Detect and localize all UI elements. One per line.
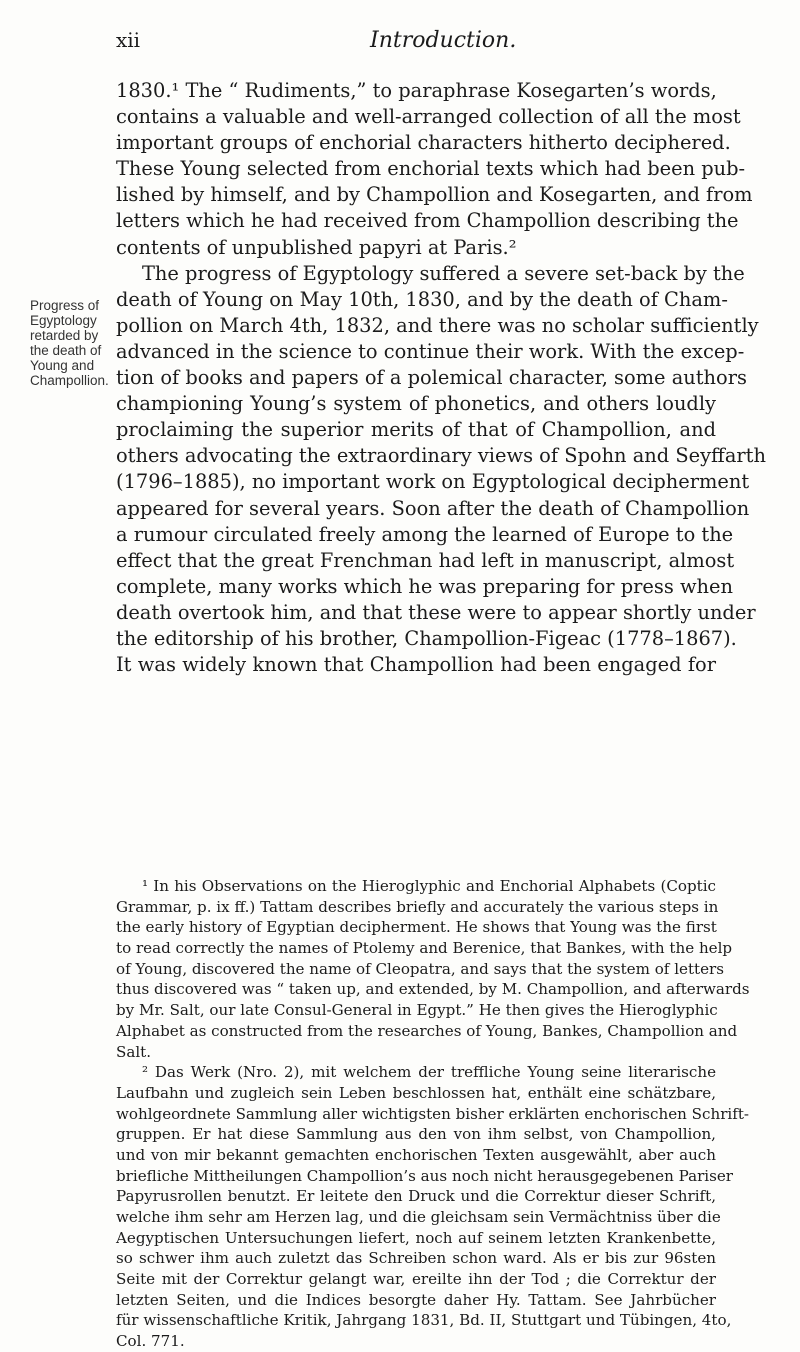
footnote-line: Grammar, p. ix ff.) Tattam describes briefly and accurately the various steps in: [116, 897, 719, 916]
body-line: pollion on March 4th, 1832, and there was no scholar sufficiently: [116, 313, 759, 337]
body-line: death overtook him, and that these were to appear shortly under: [116, 600, 756, 624]
body-line: These Young selected from enchorial texts which had been pub-: [116, 157, 746, 181]
margin-note-line: Egyptology: [30, 313, 97, 328]
body-line: others advocating the extraordinary views of Spohn and Seyffarth: [116, 444, 766, 468]
body-line: letters which he had received from Champollion describing the: [116, 209, 739, 233]
margin-note-line: Young and: [30, 358, 95, 373]
body-line: 1830.¹ The “ Rudiments,” to paraphrase Kosegarten’s words,: [116, 79, 717, 102]
footnote-line: the early history of Egyptian decipherment. He shows that Young was the first: [116, 918, 717, 937]
footnote-line: of Young, discovered the name of Cleopatra, and says that the system of letters: [116, 959, 724, 978]
margin-note-line: Champollion.: [30, 373, 109, 388]
body-line: tion of books and papers of a polemical character, some authors: [116, 366, 747, 390]
footnote-line: Seite mit der Correktur gelangt war, ereilte ihn der Tod ; die Correktur der: [116, 1270, 716, 1289]
page-number: xii: [116, 28, 141, 52]
body-line: lished by himself, and by Champollion and Kosegarten, and from: [116, 183, 753, 207]
footnote-line: Papyrusrollen benutzt. Er leitete den Druck und die Correktur dieser Schrift,: [116, 1187, 716, 1206]
body-line: (1796–1885), no important work on Egyptological decipherment: [116, 470, 750, 494]
body-line: death of Young on May 10th, 1830, and by the death of Cham-: [116, 287, 728, 311]
body-line: proclaiming the superior merits of that of Champollion, and: [116, 418, 716, 442]
footnote-line: briefliche Mittheilungen Champollion’s aus noch nicht herausgegebenen Pariser: [116, 1166, 734, 1185]
body-line: complete, many works which he was preparing for press when: [116, 574, 733, 598]
body-line: effect that the great Frenchman had left in manuscript, almost: [116, 548, 735, 572]
footnote-line: so schwer ihm auch zuletzt das Schreiben schon ward. Als er bis zur 96sten: [116, 1249, 716, 1268]
footnote-line: Alphabet as constructed from the researches of Young, Bankes, Champollion and: [116, 1021, 738, 1040]
footnote-line: Salt.: [116, 1042, 152, 1061]
footnote-line: by Mr. Salt, our late Consul-General in Egypt.” He then gives the Hieroglyphic: [116, 1001, 718, 1020]
footnote-line: gruppen. Er hat diese Sammlung aus den von ihm selbst, von Champollion,: [116, 1125, 716, 1144]
margin-note-line: retarded by: [30, 328, 99, 343]
body-line: It was widely known that Champollion had been engaged for: [116, 653, 716, 677]
body-line: a rumour circulated freely among the learned of Europe to the: [116, 522, 734, 546]
footnote-line: welche ihm sehr am Herzen lag, und die gleichsam sein Vermächtniss über die: [116, 1208, 721, 1226]
footnote-line: für wissenschaftliche Kritik, Jahrgang 1831, Bd. II, Stuttgart und Tübingen, 4to,: [116, 1311, 732, 1330]
footnote-line: und von mir bekannt gemachten enchorischen Texten ausgewählt, aber auch: [116, 1145, 716, 1164]
footnote-line: ¹ In his Observations on the Hieroglyphic and Enchorial Alphabets (Coptic: [142, 877, 716, 895]
footnote-line: Laufbahn und zugleich sein Leben beschlossen hat, enthält eine schätzbare,: [116, 1083, 716, 1102]
footnote-line: thus discovered was “ taken up, and extended, by M. Champollion, and afterwards: [116, 980, 750, 999]
footnote-line: Aegyptischen Untersuchungen liefert, noch auf seinem letzten Krankenbette,: [116, 1228, 716, 1247]
footnote-line: letzten Seiten, und die Indices besorgte daher Hy. Tattam. See Jahrbücher: [116, 1290, 716, 1309]
footnotes: [116, 876, 750, 1352]
body-line: The progress of Egyptology suffered a severe set-back by the: [142, 261, 745, 285]
margin-note-line: Progress of: [30, 298, 100, 313]
footnote-line: to read correctly the names of Ptolemy and Berenice, that Bankes, with the help: [116, 939, 733, 958]
body-line: advanced in the science to continue their work. With the excep-: [116, 339, 745, 363]
running-title: Introduction.: [370, 28, 517, 53]
margin-note: [30, 298, 109, 388]
body-line: contents of unpublished papyri at Paris.²: [116, 235, 517, 259]
body-line: championing Young’s system of phonetics, and others loudly: [116, 392, 716, 416]
margin-note-line: the death of: [30, 343, 102, 358]
body-line: important groups of enchorial characters hitherto deciphered.: [116, 131, 731, 155]
footnote-line: wohlgeordnete Sammlung aller wichtigsten bisher erklärten enchorischen Schrift-: [116, 1104, 749, 1123]
footnote-line: Col. 771.: [116, 1332, 185, 1351]
body-line: appeared for several years. Soon after the death of Champollion: [116, 496, 750, 520]
body-line: contains a valuable and well-arranged collection of all the most: [116, 105, 741, 129]
body-line: the editorship of his brother, Champollion-Figeac (1778–1867).: [116, 626, 737, 650]
page-header: [0, 28, 800, 58]
footnote-line: ² Das Werk (Nro. 2), mit welchem der treffliche Young seine literarische: [142, 1063, 716, 1082]
main-text: [116, 78, 766, 678]
